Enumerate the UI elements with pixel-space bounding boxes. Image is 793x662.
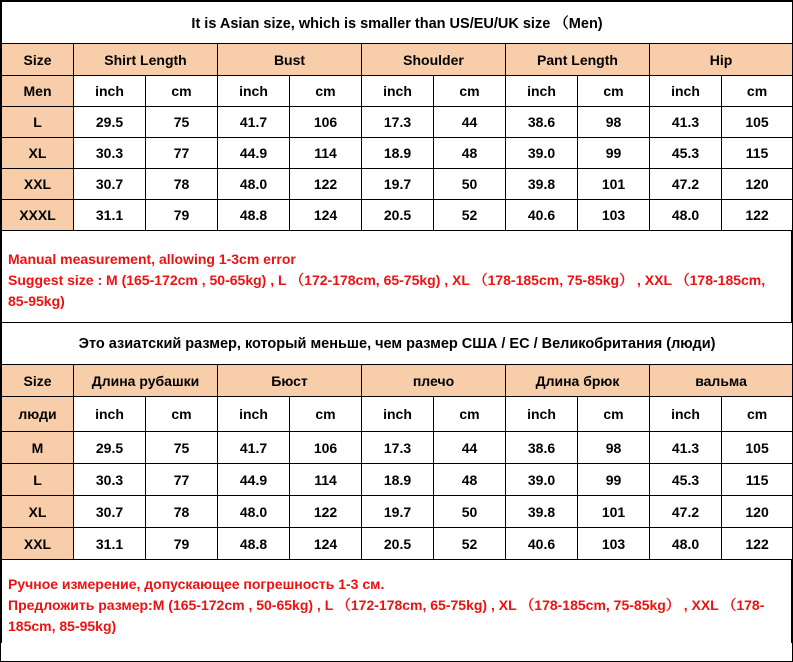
data-cell: 44.9 (218, 464, 290, 496)
data-cell: 124 (290, 200, 362, 231)
data-cell: 47.2 (650, 169, 722, 200)
data-cell: 120 (722, 496, 793, 528)
unit-cell: cm (578, 76, 650, 107)
size-table-ru (1, 322, 793, 560)
data-cell: 120 (722, 169, 793, 200)
table-row (2, 496, 793, 528)
data-cell: 40.6 (506, 200, 578, 231)
table-title: It is Asian size, which is smaller than US/EU/UK size （Men) (2, 2, 793, 44)
size-label: XXXL (2, 200, 74, 231)
table-title: Это азиатский размер, который меньше, чем размер США / ЕС / Великобритания (люди) (2, 323, 793, 365)
unit-cell: inch (74, 76, 146, 107)
unit-cell: inch (506, 76, 578, 107)
unit-cell: inch (218, 76, 290, 107)
data-cell: 75 (146, 432, 218, 464)
header-shirt-length: Длина рубашки (74, 365, 218, 397)
data-cell: 19.7 (362, 496, 434, 528)
data-cell: 52 (434, 528, 506, 560)
unit-cell: inch (650, 397, 722, 432)
data-cell: 48 (434, 138, 506, 169)
data-cell: 44 (434, 107, 506, 138)
data-cell: 30.3 (74, 464, 146, 496)
unit-cell: cm (434, 76, 506, 107)
unit-cell: cm (290, 76, 362, 107)
data-cell: 78 (146, 496, 218, 528)
data-cell: 17.3 (362, 107, 434, 138)
header-hip: вальма (650, 365, 793, 397)
data-cell: 41.7 (218, 107, 290, 138)
table-row (2, 138, 793, 169)
data-cell: 75 (146, 107, 218, 138)
data-cell: 99 (578, 464, 650, 496)
data-cell: 48.0 (218, 169, 290, 200)
data-cell: 122 (290, 496, 362, 528)
data-cell: 30.7 (74, 496, 146, 528)
data-cell: 79 (146, 528, 218, 560)
size-label: XL (2, 138, 74, 169)
data-cell: 106 (290, 432, 362, 464)
header-shirt-length: Shirt Length (74, 44, 218, 76)
data-cell: 50 (434, 169, 506, 200)
header-pant-length: Длина брюк (506, 365, 650, 397)
data-cell: 48.0 (218, 496, 290, 528)
data-cell: 48.8 (218, 200, 290, 231)
data-cell: 122 (722, 200, 793, 231)
error-note: Manual measurement, allowing 1-3cm error (8, 251, 296, 267)
data-cell: 20.5 (362, 200, 434, 231)
data-cell: 29.5 (74, 107, 146, 138)
data-cell: 52 (434, 200, 506, 231)
data-cell: 77 (146, 138, 218, 169)
data-cell: 101 (578, 169, 650, 200)
table-row (2, 107, 793, 138)
data-cell: 31.1 (74, 200, 146, 231)
data-cell: 41.3 (650, 107, 722, 138)
data-cell: 44 (434, 432, 506, 464)
data-cell: 122 (290, 169, 362, 200)
data-cell: 20.5 (362, 528, 434, 560)
data-cell: 48.0 (650, 528, 722, 560)
data-cell: 31.1 (74, 528, 146, 560)
header-bust: Бюст (218, 365, 362, 397)
data-cell: 18.9 (362, 138, 434, 169)
table-row (2, 200, 793, 231)
data-cell: 101 (578, 496, 650, 528)
data-cell: 78 (146, 169, 218, 200)
data-cell: 114 (290, 464, 362, 496)
header-shoulder: плечо (362, 365, 506, 397)
table-row (2, 528, 793, 560)
data-cell: 38.6 (506, 107, 578, 138)
data-cell: 103 (578, 528, 650, 560)
data-cell: 41.7 (218, 432, 290, 464)
header-size: Size (2, 365, 74, 397)
header-pant-length: Pant Length (506, 44, 650, 76)
size-table-en (1, 1, 793, 231)
data-cell: 18.9 (362, 464, 434, 496)
data-cell: 45.3 (650, 464, 722, 496)
data-cell: 99 (578, 138, 650, 169)
data-cell: 45.3 (650, 138, 722, 169)
unit-cell: cm (290, 397, 362, 432)
unit-cell: cm (146, 76, 218, 107)
data-cell: 41.3 (650, 432, 722, 464)
unit-cell: cm (434, 397, 506, 432)
data-cell: 98 (578, 432, 650, 464)
data-cell: 115 (722, 138, 793, 169)
size-label: L (2, 107, 74, 138)
row-label-men: Men (2, 76, 74, 107)
unit-cell: inch (74, 397, 146, 432)
size-label: XXL (2, 169, 74, 200)
data-cell: 122 (722, 528, 793, 560)
size-label: XXL (2, 528, 74, 560)
measurement-note-en (1, 231, 792, 322)
row-label-people: люди (2, 397, 74, 432)
data-cell: 30.3 (74, 138, 146, 169)
data-cell: 44.9 (218, 138, 290, 169)
data-cell: 115 (722, 464, 793, 496)
data-cell: 79 (146, 200, 218, 231)
data-cell: 105 (722, 432, 793, 464)
unit-cell: inch (506, 397, 578, 432)
data-cell: 47.2 (650, 496, 722, 528)
error-note: Ручное измерение, допускающее погрешность 1-3 см. (8, 576, 385, 592)
unit-cell: cm (578, 397, 650, 432)
data-cell: 77 (146, 464, 218, 496)
unit-cell: inch (362, 76, 434, 107)
data-cell: 39.8 (506, 169, 578, 200)
data-cell: 29.5 (74, 432, 146, 464)
data-cell: 105 (722, 107, 793, 138)
table-row (2, 432, 793, 464)
suggest-size-note: Предложить размер:M (165-172cm , 50-65kg) , L （172-178cm, 65-75kg) , XL （178-185cm, 75-85kg） , XXL （178-185cm, 85-95kg) (8, 597, 765, 634)
data-cell: 114 (290, 138, 362, 169)
table-row (2, 169, 793, 200)
header-size: Size (2, 44, 74, 76)
data-cell: 106 (290, 107, 362, 138)
data-cell: 30.7 (74, 169, 146, 200)
header-hip: Hip (650, 44, 793, 76)
size-label: XL (2, 496, 74, 528)
data-cell: 39.0 (506, 464, 578, 496)
unit-cell: inch (362, 397, 434, 432)
data-cell: 48.0 (650, 200, 722, 231)
data-cell: 39.0 (506, 138, 578, 169)
data-cell: 103 (578, 200, 650, 231)
data-cell: 40.6 (506, 528, 578, 560)
data-cell: 48.8 (218, 528, 290, 560)
unit-cell: inch (218, 397, 290, 432)
suggest-size-note: Suggest size : M (165-172cm , 50-65kg) , L （172-178cm, 65-75kg) , XL （178-185cm, 75-85kg） , XXL （178-185cm, 85-95kg) (8, 272, 766, 309)
data-cell: 38.6 (506, 432, 578, 464)
unit-cell: cm (722, 76, 793, 107)
unit-cell: cm (146, 397, 218, 432)
header-bust: Bust (218, 44, 362, 76)
unit-cell: cm (722, 397, 793, 432)
data-cell: 48 (434, 464, 506, 496)
header-shoulder: Shoulder (362, 44, 506, 76)
data-cell: 17.3 (362, 432, 434, 464)
data-cell: 39.8 (506, 496, 578, 528)
size-label: M (2, 432, 74, 464)
measurement-note-ru (1, 560, 792, 643)
data-cell: 50 (434, 496, 506, 528)
data-cell: 124 (290, 528, 362, 560)
table-row (2, 464, 793, 496)
unit-cell: inch (650, 76, 722, 107)
data-cell: 19.7 (362, 169, 434, 200)
data-cell: 98 (578, 107, 650, 138)
size-label: L (2, 464, 74, 496)
